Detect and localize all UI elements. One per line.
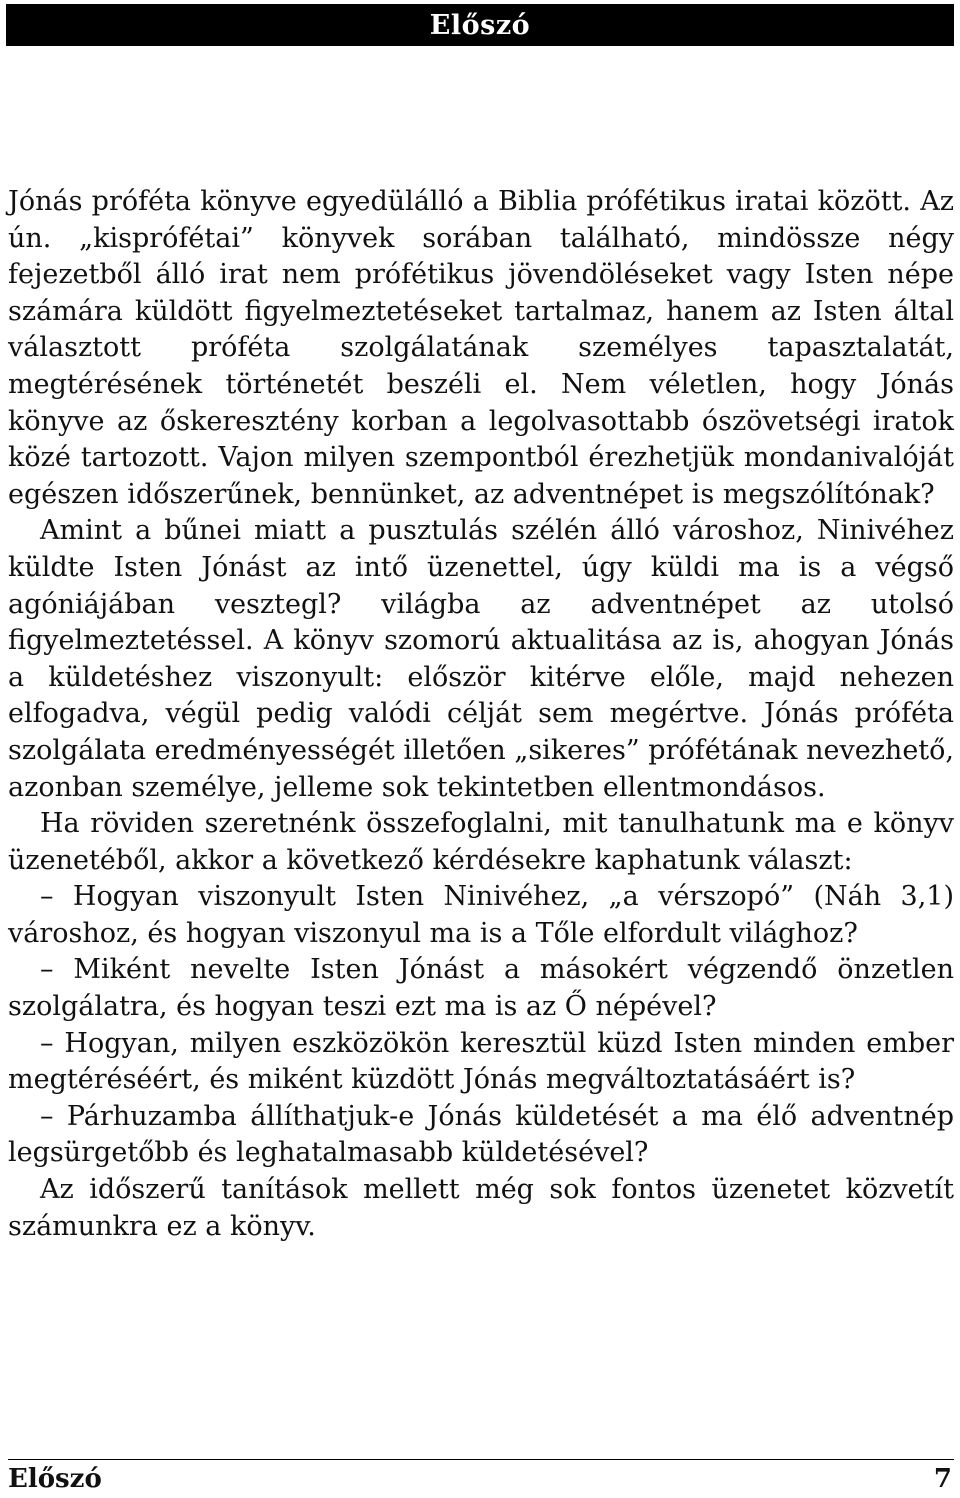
question-item: – Miként nevelte Isten Jónást a másokért végzendő önzetlen szolgálatra, és hogyan teszi ezt ma is az Ő népével?	[8, 954, 954, 1023]
header-bar	[6, 4, 954, 46]
paragraph-nineveh: Amint a bűnei miatt a pusztulás szélén álló városhoz, Ninivéhez küldte Isten Jónást az intő üzenettel, úgy küldi ma is a végső agóniájában vesztegl? világba az adventnépet az utolsó figyelmeztetéssel. A könyv szomorú aktualitása az is, ahogyan Jónás a küldetéshez viszonyult: először kitérve előle, majd nehezen elfogadva, végül pedig valódi célját sem megértve. Jónás próféta szolgálata eredményességét illetően „sikeres” prófétának nevezhető, azonban személye, jelleme sok tekintetben ellentmondásos.	[8, 515, 954, 803]
question-item: – Hogyan viszonyult Isten Ninivéhez, „a vérszopó” (Náh 3,1) városhoz, és hogyan viszonyul ma is a Tőle elfordult világhoz?	[8, 881, 954, 949]
paragraph-intro: Jónás próféta könyve egyedülálló a Biblia prófétikus iratai között. Az ún. „kisprófétai” könyvek sorában található, mindössze négy fejezetből álló irat nem prófétikus jövendöléseket vagy Isten népe számára küldött figyelmeztetéseket tartalmaz, hanem az Isten által választott próféta szolgálatának személyes tapasztalatát, megtérésének történetét beszéli el. Nem véletlen, hogy Jónás könyve az őskeresztény korban a legolvasottabb ószövetségi iratok közé tartozott. Vajon milyen szempontból érezhetjük mondanivalóját egészen időszerűnek, bennünket, az adventnépet is megszólítónak?	[8, 186, 954, 510]
question-item: – Párhuzamba állíthatjuk-e Jónás küldetését a ma élő adventnép legsürgetőbb és leghatalmasabb küldetésével?	[8, 1100, 954, 1169]
body-text	[8, 184, 954, 1245]
paragraph-closing: Az időszerű tanítások mellett még sok fontos üzenetet közvetít számunkra ez a könyv.	[8, 1174, 954, 1242]
paragraph-summary: Ha röviden szeretnénk összefoglalni, mit tanulhatunk ma e könyv üzenetéből, akkor a következő kérdésekre kaphatunk választ:	[8, 808, 954, 876]
question-item: – Hogyan, milyen eszközökön keresztül küzd Isten minden ember megtéréséért, és miként küzdött Jónás megváltoztatásáért is?	[8, 1027, 954, 1096]
footer-divider	[8, 1459, 954, 1460]
page-title: Előszó	[429, 9, 531, 41]
footer-section-title: Előszó	[8, 1464, 102, 1494]
page-number: 7	[933, 1464, 952, 1494]
